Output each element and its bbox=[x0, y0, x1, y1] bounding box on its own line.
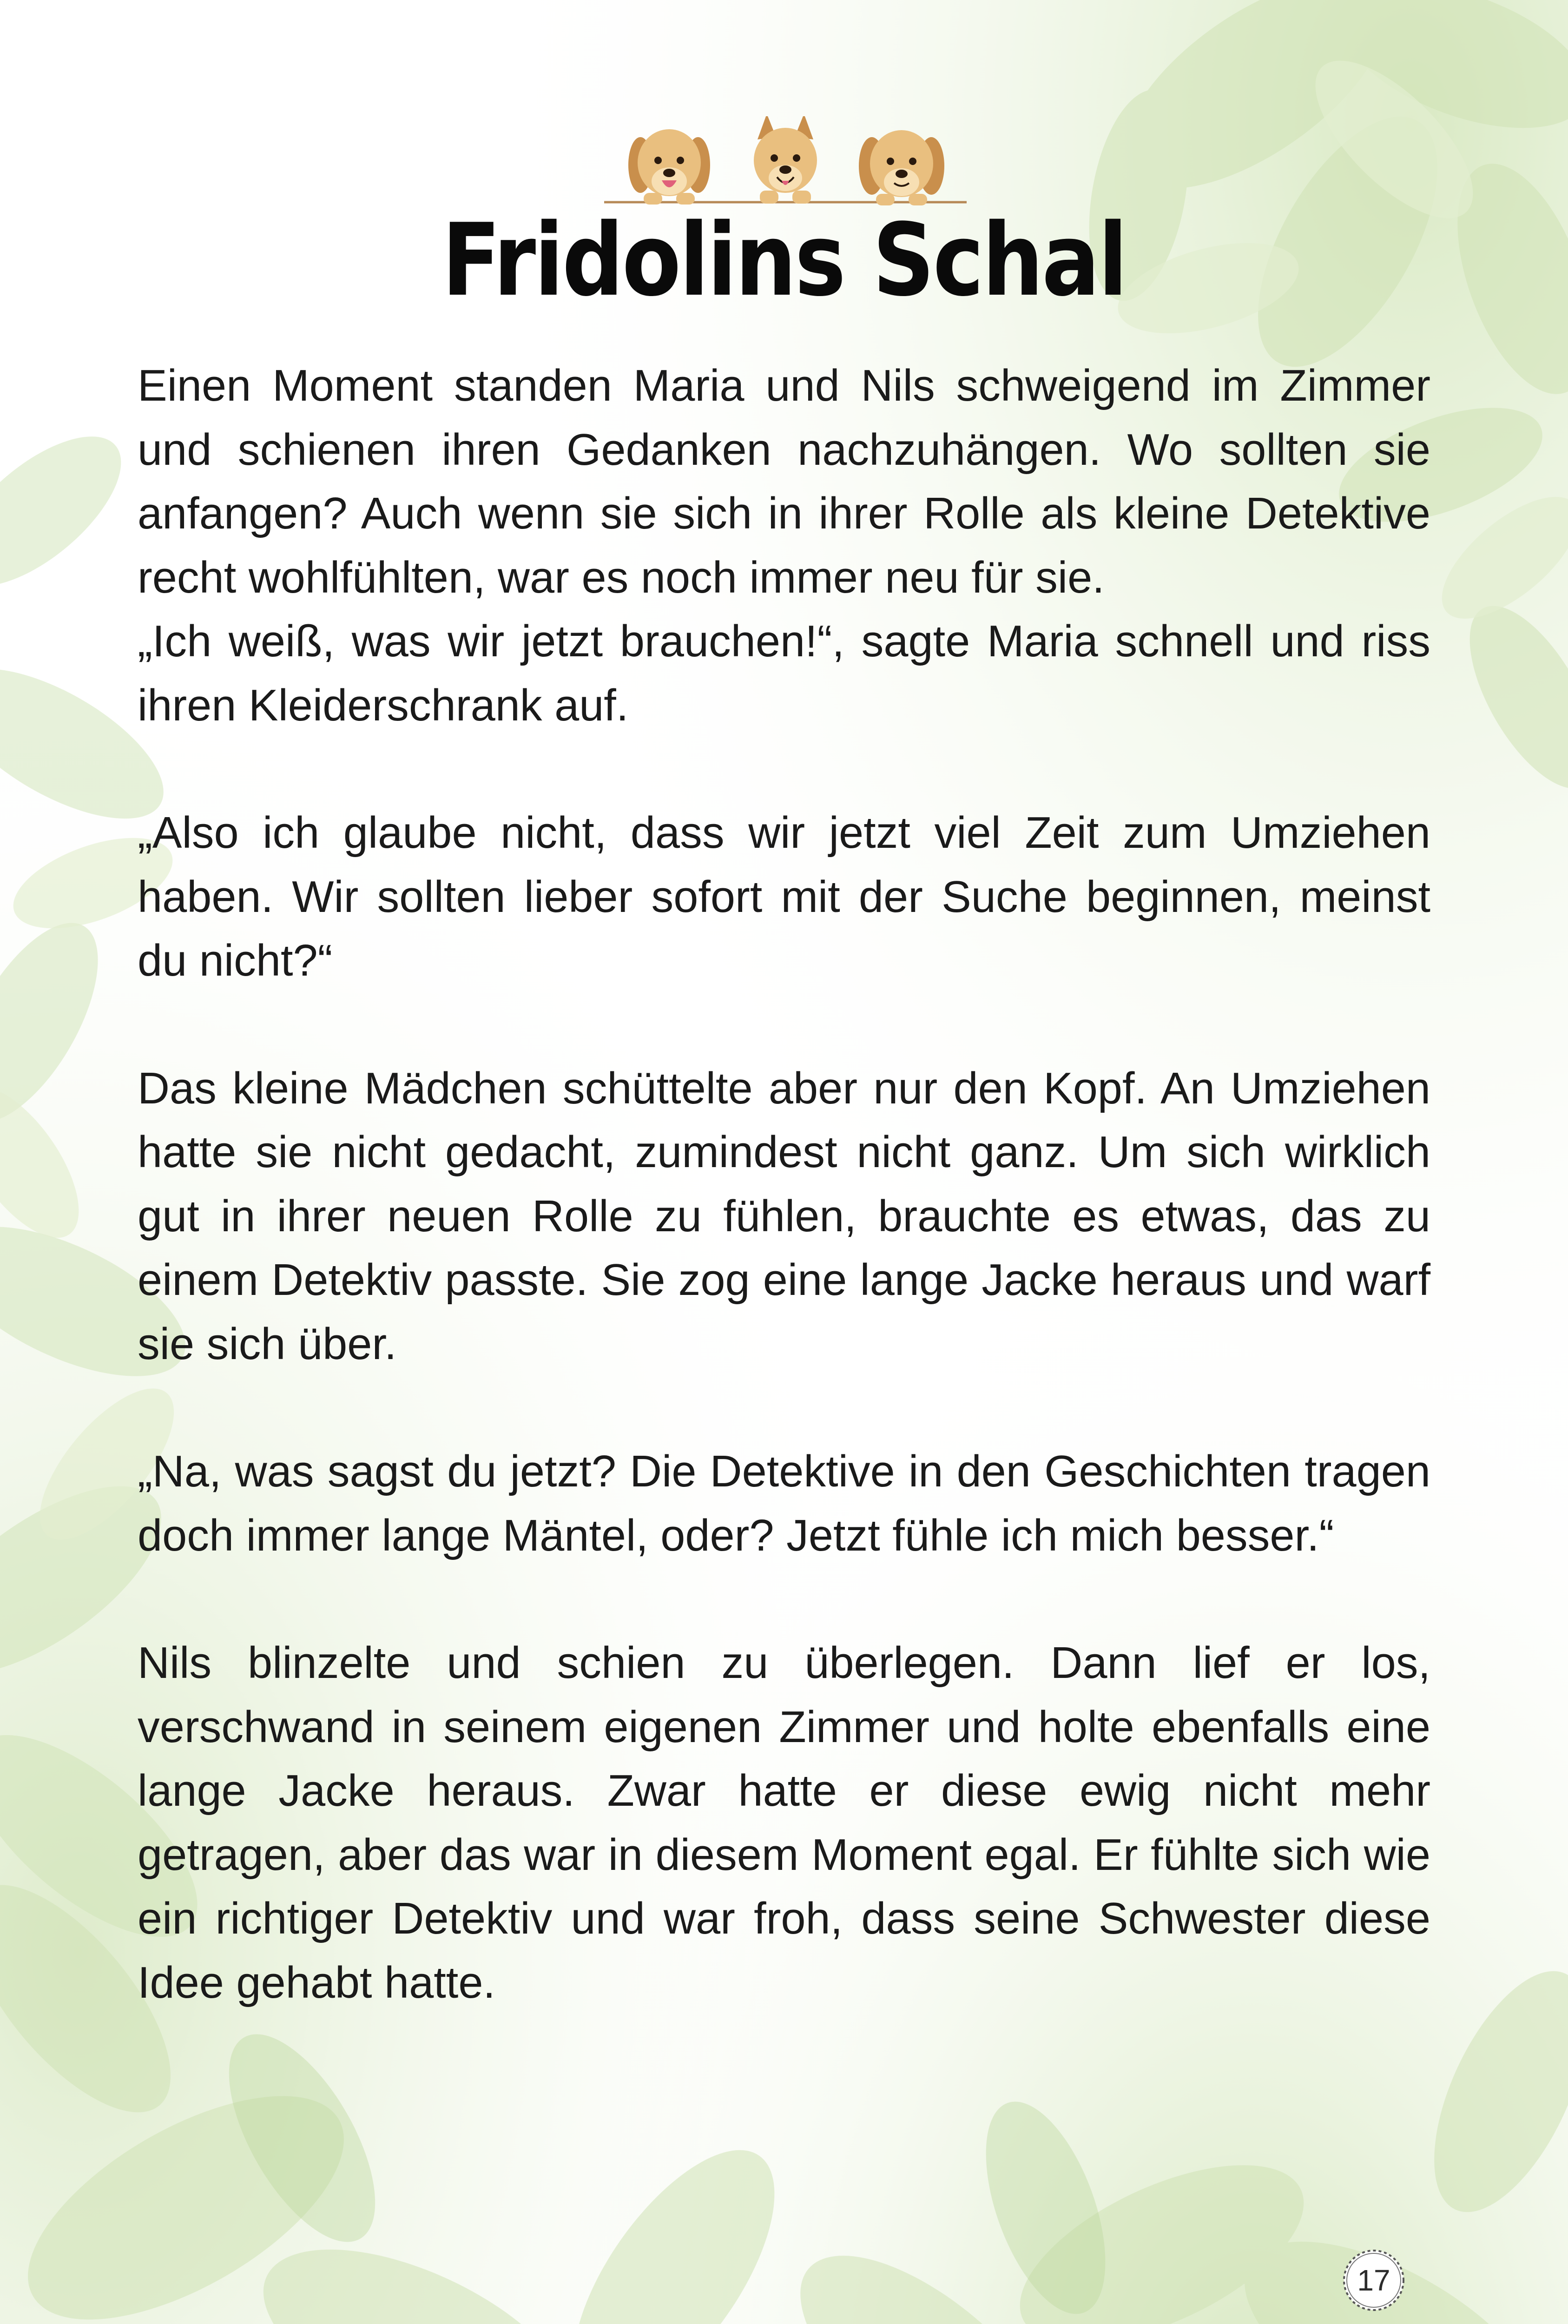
paragraph-text: Einen Moment standen Maria und Nils schweigend im Zimmer und schienen ihren Gedanken nachzuhängen. Wo sollten sie anfangen? Auch wenn sie sich in ihrer Rolle als kleine Detektive recht wohlfühlten, war es noch immer neu für sie. bbox=[138, 361, 1430, 602]
paragraph bbox=[138, 1631, 1430, 2015]
chapter-header bbox=[0, 116, 1568, 318]
page-number: 17 bbox=[1357, 2264, 1390, 2297]
paragraph-text: „Ich weiß, was wir jetzt brauchen!“, sagte Maria schnell und riss ihren Kleiderschrank auf. bbox=[138, 617, 1430, 730]
paragraph bbox=[138, 1440, 1430, 1568]
paragraph bbox=[138, 1057, 1430, 1377]
paragraph-text: „Also ich glaube nicht, dass wir jetzt viel Zeit zum Umziehen haben. Wir sollten lieber sofort mit der Suche beginnen, meinst du nicht?“ bbox=[138, 808, 1430, 985]
page-number-badge bbox=[1338, 2245, 1409, 2316]
paragraph-text: Nils blinzelte und schien zu überlegen. Dann lief er los, verschwand in seinem eigenen Zimmer und holte ebenfalls eine lange Jacke heraus. Zwar hatte er diese ewig nicht mehr getragen, aber das war in diesem Moment egal. Er fühlte sich wie ein richtiger Detektiv und war froh, dass seine Schwester diese Idee gehabt hatte. bbox=[138, 1638, 1430, 2007]
paragraph bbox=[138, 354, 1430, 738]
chapter-title: Fridolins Schal bbox=[441, 202, 1127, 318]
paragraph-text: Das kleine Mädchen schüttelte aber nur den Kopf. An Umziehen hatte sie nicht gedacht, zumindest nicht ganz. Um sich wirklich gut in ihrer neuen Rolle zu fühlen, brauchte es etwas, das zu einem Detektiv passte. Sie zog eine lange Jacke heraus und warf sie sich über. bbox=[138, 1063, 1430, 1369]
paragraph bbox=[138, 801, 1430, 993]
story-text bbox=[138, 354, 1430, 2079]
paragraph-text: „Na, was sagst du jetzt? Die Detektive in den Geschichten tragen doch immer lange Mäntel, oder? Jetzt fühle ich mich besser.“ bbox=[138, 1447, 1430, 1560]
